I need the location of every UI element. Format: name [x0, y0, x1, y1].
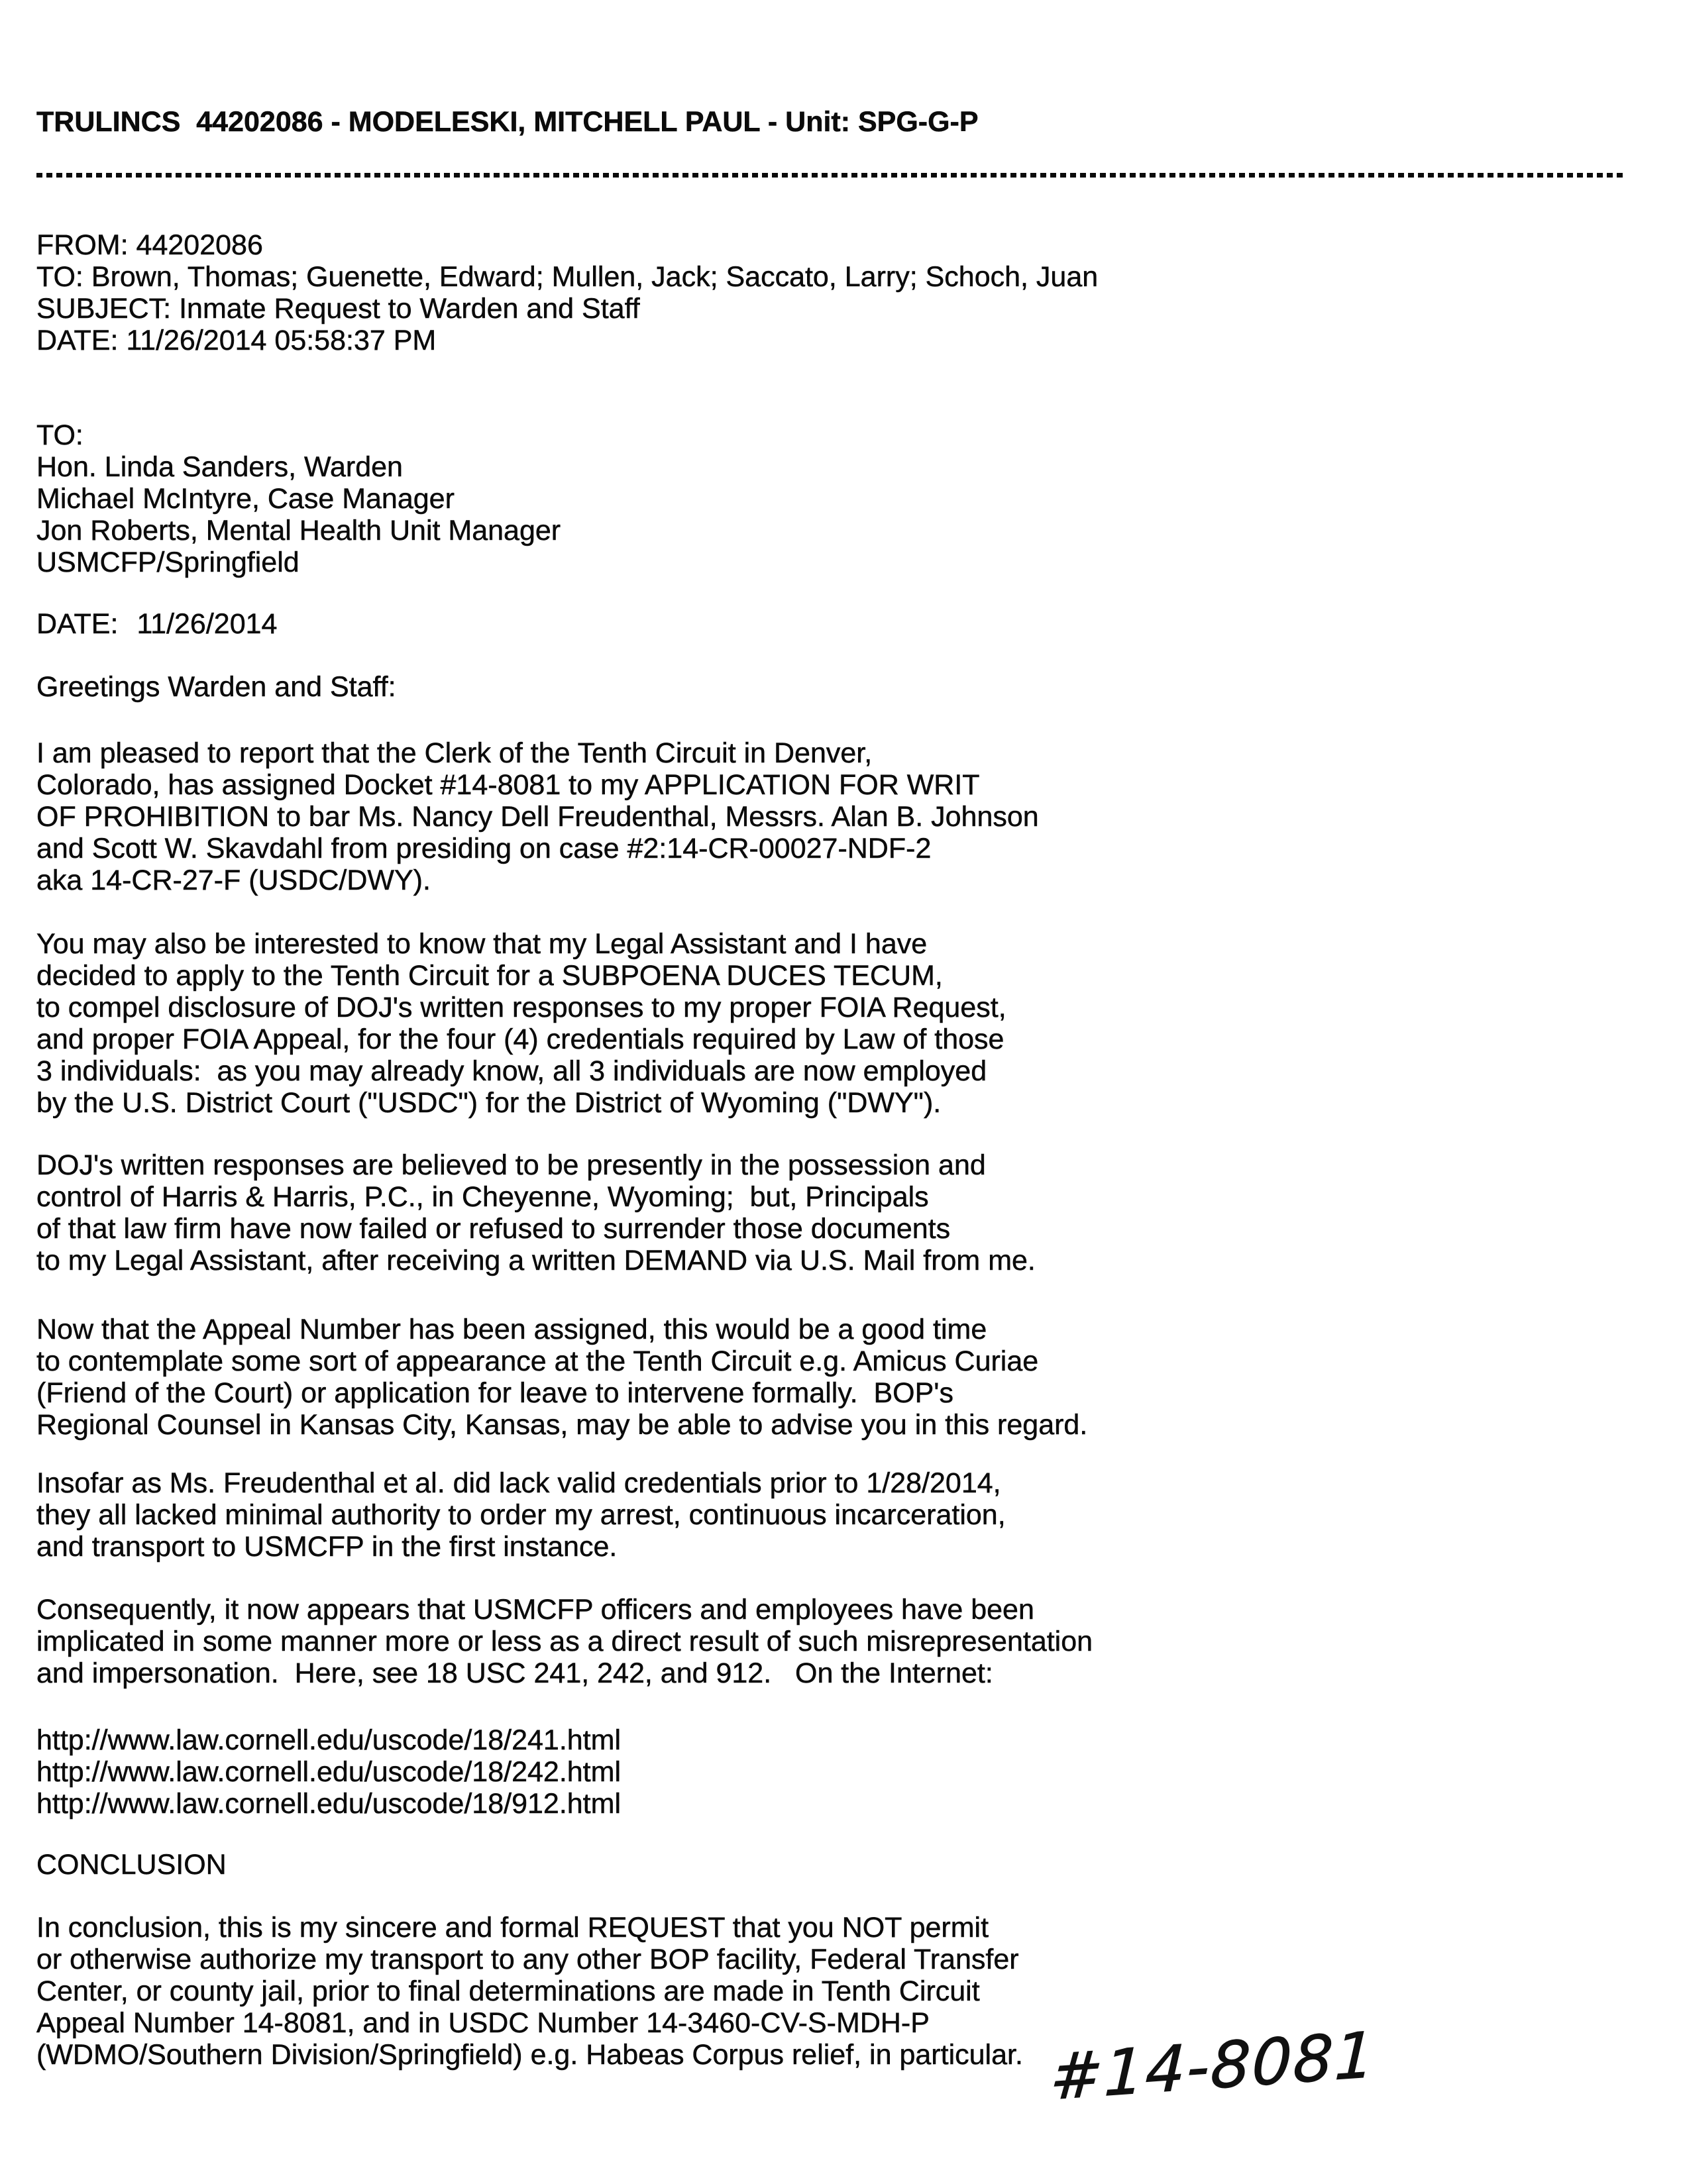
message-meta-block	[36, 229, 1098, 356]
paragraph-line: Center, or county jail, prior to final determinations are made in Tenth Circuit	[36, 1975, 980, 2007]
paragraph-line: and proper FOIA Appeal, for the four (4) credentials required by Law of those	[36, 1023, 1004, 1055]
paragraph-line: to my Legal Assistant, after receiving a written DEMAND via U.S. Mail from me.	[36, 1245, 1036, 1276]
paragraph-line: Insofar as Ms. Freudenthal et al. did lack valid credentials prior to 1/28/2014,	[36, 1467, 1001, 1499]
paragraph-line: and transport to USMCFP in the first instance.	[36, 1531, 618, 1563]
statute-links-block	[36, 1724, 621, 1820]
paragraph-line: (Friend of the Court) or application for leave to intervene formally. BOP's	[36, 1377, 954, 1409]
paragraph-line: Regional Counsel in Kansas City, Kansas, may be able to advise you in this regard.	[36, 1409, 1088, 1441]
paragraph-line: and Scott W. Skavdahl from presiding on case #2:14-CR-00027-NDF-2	[36, 833, 932, 864]
meta-from-label: FROM:	[36, 229, 129, 261]
meta-to-label: TO:	[36, 261, 83, 293]
paragraph-line: to contemplate some sort of appearance at the Tenth Circuit e.g. Amicus Curiae	[36, 1345, 1039, 1377]
paragraph-line: Appeal Number 14-8081, and in USDC Number 14-3460-CV-S-MDH-P	[36, 2007, 930, 2039]
paragraph-line: You may also be interested to know that my Legal Assistant and I have	[36, 928, 928, 960]
paragraph-line: Consequently, it now appears that USMCFP officers and employees have been	[36, 1594, 1034, 1626]
recipients-block	[36, 419, 561, 578]
body-paragraph-5	[36, 1467, 1006, 1563]
paragraph-line: I am pleased to report that the Clerk of the Tenth Circuit in Denver,	[36, 737, 873, 769]
conclusion-heading: CONCLUSION	[36, 1849, 227, 1881]
recipient-line: Hon. Linda Sanders, Warden	[36, 451, 403, 483]
letter-date-line	[36, 608, 277, 640]
salutation: Greetings Warden and Staff:	[36, 671, 396, 703]
url-line: http://www.law.cornell.edu/uscode/18/241.html	[36, 1724, 622, 1756]
paragraph-line: OF PROHIBITION to bar Ms. Nancy Dell Freudenthal, Messrs. Alan B. Johnson	[36, 801, 1039, 833]
paragraph-line: decided to apply to the Tenth Circuit for a SUBPOENA DUCES TECUM,	[36, 960, 943, 992]
body-paragraph-3	[36, 1149, 1036, 1276]
meta-subject-line	[36, 293, 1098, 325]
paragraph-line: control of Harris & Harris, P.C., in Cheyenne, Wyoming; but, Principals	[36, 1181, 929, 1213]
body-paragraph-2	[36, 928, 1006, 1119]
body-paragraph-1	[36, 737, 1039, 896]
letter-date-label: DATE:	[36, 608, 119, 640]
meta-to-line	[36, 261, 1098, 293]
dashed-separator-line	[36, 173, 1627, 178]
recipients-lines	[36, 451, 561, 578]
meta-date-line	[36, 325, 1098, 356]
paragraph-line: Now that the Appeal Number has been assigned, this would be a good time	[36, 1314, 987, 1345]
paragraph-line: In conclusion, this is my sincere and formal REQUEST that you NOT permit	[36, 1912, 989, 1944]
handwritten-docket-number: #14-8081	[1049, 2018, 1378, 2115]
meta-to-value: Brown, Thomas; Guenette, Edward; Mullen, Jack; Saccato, Larry; Schoch, Juan	[91, 261, 1099, 293]
body-paragraph-4	[36, 1314, 1087, 1441]
paragraph-line: or otherwise authorize my transport to any other BOP facility, Federal Transfer	[36, 1944, 1019, 1975]
recipient-line: Michael McIntyre, Case Manager	[36, 483, 455, 515]
body-paragraph-6	[36, 1594, 1093, 1689]
paragraph-line: by the U.S. District Court ("USDC") for the District of Wyoming ("DWY").	[36, 1087, 942, 1119]
paragraph-line: Colorado, has assigned Docket #14-8081 to my APPLICATION FOR WRIT	[36, 769, 980, 801]
letter-date-value: 11/26/2014	[136, 608, 278, 640]
paragraph-line: DOJ's written responses are believed to be presently in the possession and	[36, 1149, 986, 1181]
page-title: TRULINCS 44202086 - MODELESKI, MITCHELL PAUL - Unit: SPG-G-P	[36, 106, 979, 138]
paragraph-line: implicated in some manner more or less as a direct result of such misrepresentation	[36, 1626, 1093, 1657]
meta-subject-value: Inmate Request to Warden and Staff	[179, 293, 640, 325]
paragraph-line: they all lacked minimal authority to order my arrest, continuous incarceration,	[36, 1499, 1006, 1531]
meta-subject-label: SUBJECT:	[36, 293, 172, 325]
meta-from-line	[36, 229, 1098, 261]
recipient-line: Jon Roberts, Mental Health Unit Manager	[36, 515, 561, 546]
url-line: http://www.law.cornell.edu/uscode/18/912.html	[36, 1788, 622, 1820]
paragraph-line: of that law firm have now failed or refused to surrender those documents	[36, 1213, 951, 1245]
paragraph-line: and impersonation. Here, see 18 USC 241, 242, and 912. On the Internet:	[36, 1657, 993, 1689]
paragraph-line: aka 14-CR-27-F (USDC/DWY).	[36, 864, 431, 896]
recipients-label: TO:	[36, 419, 83, 451]
meta-from-value: 44202086	[136, 229, 263, 261]
meta-date-label: DATE:	[36, 325, 119, 356]
paragraph-line: 3 individuals: as you may already know, all 3 individuals are now employed	[36, 1055, 987, 1087]
meta-date-value: 11/26/2014 05:58:37 PM	[126, 325, 437, 356]
recipient-line: USMCFP/Springfield	[36, 546, 299, 578]
url-line: http://www.law.cornell.edu/uscode/18/242.html	[36, 1756, 622, 1788]
paragraph-line: to compel disclosure of DOJ's written responses to my proper FOIA Request,	[36, 992, 1006, 1023]
paragraph-line: (WDMO/Southern Division/Springfield) e.g. Habeas Corpus relief, in particular.	[36, 2039, 1023, 2071]
conclusion-paragraph	[36, 1912, 1023, 2071]
